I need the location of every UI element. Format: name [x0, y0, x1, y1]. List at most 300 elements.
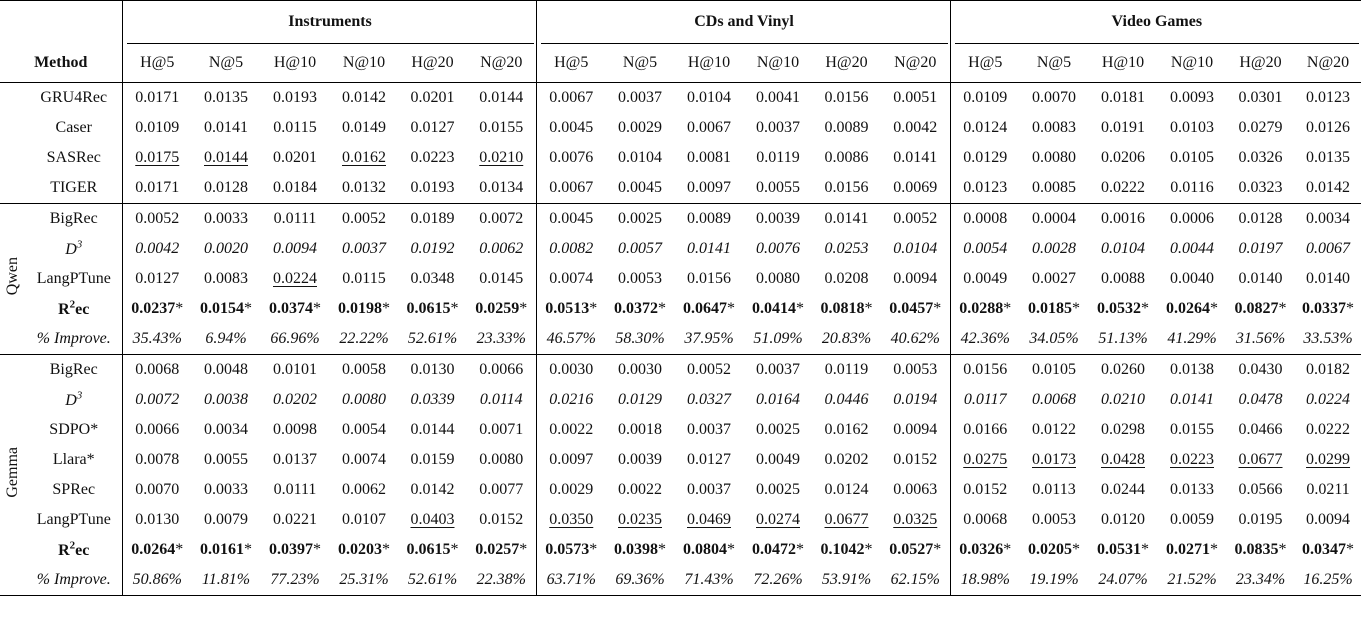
cell-value: 0.0089 — [824, 119, 869, 136]
value-cell — [122, 385, 192, 415]
cell-value: 0.0264 — [131, 541, 176, 558]
cell-value: 0.0446 — [824, 391, 869, 408]
value-cell — [1295, 324, 1361, 355]
cell-value: 0.0155 — [479, 119, 524, 136]
value-cell — [950, 415, 1020, 445]
cell-value: 0.0057 — [618, 240, 662, 257]
cell-value: 0.0062 — [342, 481, 386, 498]
value-cell — [950, 324, 1020, 355]
cell-value: 0.0037 — [618, 89, 662, 106]
cell-value: 0.0067 — [549, 179, 594, 196]
cell-value: 0.0126 — [1306, 119, 1351, 136]
value-cell — [1088, 173, 1158, 204]
value-cell — [260, 415, 330, 445]
value-cell — [1088, 83, 1158, 114]
value-cell — [881, 535, 950, 565]
value-cell — [398, 355, 467, 386]
section-label: Qwen — [4, 257, 21, 296]
method-column-header: Method — [34, 54, 88, 71]
cell-value: 0.0154 — [200, 300, 244, 317]
value-cell — [881, 355, 950, 386]
value-cell — [881, 113, 950, 143]
value-cell — [398, 113, 467, 143]
cell-value: 0.0004 — [1032, 210, 1076, 227]
cell-value: 0.0053 — [618, 270, 662, 287]
group-header-0 — [122, 1, 536, 45]
cell-value: 0.0397 — [269, 541, 313, 558]
significance-star: * — [1141, 541, 1149, 558]
cell-value: 0.0103 — [1170, 119, 1214, 136]
cell-value: 0.0072 — [135, 391, 180, 408]
cell-value: 0.0052 — [687, 361, 731, 378]
significance-star: * — [1072, 541, 1080, 558]
cell-value: 0.0159 — [410, 451, 455, 468]
value-cell — [606, 294, 674, 324]
cell-value: 0.0202 — [824, 451, 869, 468]
cell-value: 0.0271 — [1166, 541, 1210, 558]
value-cell — [398, 83, 467, 114]
value-cell — [260, 204, 330, 235]
value-cell — [122, 204, 192, 235]
value-cell — [606, 113, 674, 143]
value-cell — [812, 475, 881, 505]
value-cell — [1158, 505, 1226, 535]
cell-value: 31.56% — [1235, 330, 1286, 347]
cell-value: 0.0127 — [135, 270, 180, 287]
method-superscript: 3 — [76, 238, 83, 251]
cell-value: 0.0132 — [342, 179, 386, 196]
cell-value: 0.0066 — [479, 361, 524, 378]
cell-value: 0.0466 — [1238, 421, 1283, 438]
value-cell — [122, 294, 192, 324]
table-row — [0, 324, 1361, 355]
cell-value: 0.0141 — [204, 119, 248, 136]
metric-header-row — [0, 44, 1361, 83]
value-cell — [1088, 475, 1158, 505]
significance-star: * — [382, 300, 390, 317]
cell-value: 0.0166 — [963, 421, 1008, 438]
cell-value: 0.0326 — [1238, 149, 1283, 166]
cell-value: 0.0124 — [824, 481, 869, 498]
table-row — [0, 83, 1361, 114]
value-cell — [192, 445, 260, 475]
cell-value: 0.0149 — [342, 119, 386, 136]
value-cell — [330, 565, 398, 596]
cell-value: 52.61% — [407, 330, 458, 347]
cell-value: 0.0194 — [893, 391, 938, 408]
value-cell — [950, 355, 1020, 386]
value-cell — [467, 204, 536, 235]
cell-value: 0.0115 — [273, 119, 317, 136]
value-cell — [881, 415, 950, 445]
significance-star: * — [796, 541, 804, 558]
cell-value: 37.95% — [684, 330, 734, 347]
cell-value: 0.0105 — [1032, 361, 1076, 378]
cell-value: 0.0109 — [135, 119, 180, 136]
cell-value: 0.0184 — [273, 179, 317, 196]
value-cell — [122, 113, 192, 143]
value-cell — [467, 445, 536, 475]
cell-value: 0.0173 — [1032, 451, 1076, 468]
value-cell — [1020, 355, 1088, 386]
cell-value: 0.0156 — [687, 270, 731, 287]
value-cell — [536, 234, 606, 264]
value-cell — [260, 294, 330, 324]
value-cell — [398, 264, 467, 294]
value-cell — [1226, 355, 1295, 386]
cell-value: 0.0055 — [204, 451, 248, 468]
value-cell — [1020, 234, 1088, 264]
method-superscript: 2 — [69, 539, 76, 552]
value-cell — [606, 445, 674, 475]
value-cell — [1158, 113, 1226, 143]
value-cell — [467, 505, 536, 535]
cell-value: 0.0428 — [1101, 451, 1145, 468]
value-cell — [1088, 445, 1158, 475]
value-cell — [812, 415, 881, 445]
metric-header: N@10 — [1170, 54, 1214, 71]
method-name: D — [65, 392, 77, 410]
cell-value: 0.0175 — [135, 149, 180, 166]
value-cell — [1226, 565, 1295, 596]
value-cell — [467, 324, 536, 355]
value-cell — [467, 415, 536, 445]
cell-value: 0.0469 — [687, 511, 731, 528]
value-cell — [1295, 294, 1361, 324]
cell-value: 0.0202 — [273, 391, 317, 408]
cell-value: 42.36% — [960, 330, 1010, 347]
cell-value: 53.91% — [821, 571, 872, 588]
value-cell — [1226, 445, 1295, 475]
value-cell — [812, 173, 881, 204]
cell-value: 0.0326 — [959, 541, 1004, 558]
cell-value: 0.0192 — [410, 240, 455, 257]
metric-header: N@10 — [756, 54, 800, 71]
cell-value: 0.0062 — [479, 240, 524, 257]
value-cell — [192, 264, 260, 294]
value-cell — [950, 385, 1020, 415]
cell-value: 0.0414 — [752, 300, 796, 317]
value-cell — [398, 324, 467, 355]
cell-value: 0.0080 — [756, 270, 800, 287]
cell-value: 0.0069 — [893, 179, 938, 196]
metric-header: H@5 — [122, 44, 192, 83]
cell-value: 18.98% — [960, 571, 1010, 588]
metric-header: N@5 — [622, 54, 658, 71]
value-cell — [744, 535, 812, 565]
value-cell — [122, 324, 192, 355]
value-cell — [1295, 83, 1361, 114]
value-cell — [536, 475, 606, 505]
cell-value: 0.0077 — [479, 481, 524, 498]
cell-value: 0.0041 — [756, 89, 800, 106]
value-cell — [1226, 294, 1295, 324]
cell-value: 0.0478 — [1238, 391, 1283, 408]
value-cell — [1295, 113, 1361, 143]
value-cell — [1158, 535, 1226, 565]
method-cell — [26, 204, 122, 235]
value-cell — [1295, 385, 1361, 415]
group-title: CDs and Vinyl — [694, 13, 794, 30]
method-cell — [26, 505, 122, 535]
value-cell — [398, 294, 467, 324]
method-cell — [26, 143, 122, 173]
cell-value: 0.0161 — [200, 541, 244, 558]
cell-value: 0.0152 — [963, 481, 1008, 498]
value-cell — [536, 505, 606, 535]
value-cell — [467, 113, 536, 143]
value-cell — [536, 113, 606, 143]
cell-value: 46.57% — [546, 330, 596, 347]
cell-value: 0.0022 — [618, 481, 662, 498]
cell-value: 77.23% — [270, 571, 320, 588]
cell-value: 0.0171 — [135, 89, 180, 106]
value-cell — [260, 445, 330, 475]
value-cell — [398, 385, 467, 415]
table-row — [0, 143, 1361, 173]
cell-value: 0.0117 — [963, 391, 1007, 408]
value-cell — [1088, 234, 1158, 264]
value-cell — [674, 264, 744, 294]
cell-value: 0.0152 — [893, 451, 938, 468]
value-cell — [606, 204, 674, 235]
table-row — [0, 385, 1361, 415]
method-name: SDPO* — [49, 421, 99, 438]
value-cell — [606, 565, 674, 596]
cell-value: 0.0042 — [135, 240, 180, 257]
value-cell — [1158, 445, 1226, 475]
significance-star: * — [589, 300, 598, 317]
significance-star: * — [864, 541, 873, 558]
cell-value: 0.0114 — [479, 391, 523, 408]
cell-value: 0.0804 — [683, 541, 727, 558]
cell-value: 33.53% — [1303, 330, 1353, 347]
significance-star: * — [313, 541, 321, 558]
value-cell — [674, 83, 744, 114]
cell-value: 0.0222 — [1306, 421, 1351, 438]
significance-star: * — [244, 300, 252, 317]
value-cell — [1088, 294, 1158, 324]
value-cell — [881, 324, 950, 355]
cell-value: 0.0105 — [1170, 149, 1214, 166]
cell-value: 0.0677 — [824, 511, 869, 528]
value-cell — [812, 264, 881, 294]
cell-value: 0.0288 — [959, 300, 1004, 317]
value-cell — [1226, 113, 1295, 143]
value-cell — [1295, 234, 1361, 264]
cell-value: 0.0049 — [963, 270, 1008, 287]
value-cell — [1158, 264, 1226, 294]
value-cell — [812, 324, 881, 355]
cell-value: 0.0052 — [342, 210, 386, 227]
significance-star: * — [313, 300, 321, 317]
value-cell — [122, 565, 192, 596]
cell-value: 0.0299 — [1306, 451, 1351, 468]
value-cell — [536, 355, 606, 386]
table-row — [0, 204, 1361, 235]
cell-value: 0.0058 — [342, 361, 386, 378]
cell-value: 0.0244 — [1101, 481, 1145, 498]
cell-value: 0.0140 — [1306, 270, 1351, 287]
table-row — [0, 264, 1361, 294]
significance-star: * — [450, 541, 459, 558]
method-superscript: 2 — [69, 298, 76, 311]
value-cell — [398, 505, 467, 535]
significance-star: * — [727, 300, 735, 317]
method-name: SASRec — [46, 149, 101, 166]
cell-value: 0.0372 — [614, 300, 658, 317]
method-cell — [26, 83, 122, 114]
value-cell — [1020, 385, 1088, 415]
value-cell — [1295, 475, 1361, 505]
value-cell — [467, 294, 536, 324]
value-cell — [260, 385, 330, 415]
value-cell — [606, 143, 674, 173]
cell-value: 0.0067 — [687, 119, 731, 136]
method-name: SPRec — [52, 481, 96, 498]
cell-value: 0.0123 — [1306, 89, 1351, 106]
value-cell — [1158, 83, 1226, 114]
method-name: BigRec — [49, 210, 98, 227]
value-cell — [536, 143, 606, 173]
value-cell — [744, 565, 812, 596]
value-cell — [1088, 143, 1158, 173]
cell-value: 0.0223 — [410, 149, 455, 166]
value-cell — [812, 445, 881, 475]
metric-header: H@10 — [687, 54, 731, 71]
cell-value: 0.0144 — [204, 149, 248, 166]
cell-value: 0.0216 — [549, 391, 594, 408]
table-row — [0, 294, 1361, 324]
value-cell — [467, 385, 536, 415]
cell-value: 52.61% — [407, 571, 458, 588]
table-row — [0, 505, 1361, 535]
method-cell — [26, 234, 122, 264]
value-cell — [1020, 204, 1088, 235]
cell-value: 0.0206 — [1101, 149, 1145, 166]
cell-value: 0.0142 — [410, 481, 455, 498]
value-cell — [467, 143, 536, 173]
value-cell — [1020, 565, 1088, 596]
significance-star: * — [450, 300, 459, 317]
group-header-2 — [950, 1, 1361, 45]
cell-value: 0.0156 — [963, 361, 1008, 378]
value-cell — [260, 113, 330, 143]
cell-value: 0.0224 — [1306, 391, 1351, 408]
value-cell — [122, 535, 192, 565]
value-cell — [330, 324, 398, 355]
value-cell — [398, 234, 467, 264]
method-cell — [26, 385, 122, 415]
value-cell — [1020, 445, 1088, 475]
value-cell — [260, 475, 330, 505]
value-cell — [812, 143, 881, 173]
value-cell — [1158, 385, 1226, 415]
cell-value: 0.0070 — [135, 481, 180, 498]
value-cell — [1226, 415, 1295, 445]
value-cell — [950, 505, 1020, 535]
value-cell — [606, 173, 674, 204]
significance-star: * — [519, 541, 528, 558]
cell-value: 0.0403 — [410, 511, 455, 528]
value-cell — [1020, 173, 1088, 204]
cell-value: 0.0085 — [1032, 179, 1076, 196]
method-name: LangPTune — [36, 270, 111, 287]
value-cell — [950, 445, 1020, 475]
value-cell — [1158, 204, 1226, 235]
significance-star: * — [1072, 300, 1080, 317]
value-cell — [1088, 415, 1158, 445]
significance-star: * — [864, 300, 873, 317]
value-cell — [122, 234, 192, 264]
value-cell — [744, 83, 812, 114]
cell-value: 0.0527 — [889, 541, 934, 558]
method-name: R — [58, 301, 70, 319]
value-cell — [606, 234, 674, 264]
value-cell — [744, 324, 812, 355]
value-cell — [1158, 324, 1226, 355]
value-cell — [330, 264, 398, 294]
value-cell — [674, 324, 744, 355]
value-cell — [330, 113, 398, 143]
cell-value: 0.0039 — [756, 210, 800, 227]
cell-value: 0.0210 — [479, 149, 524, 166]
cell-value: 0.0203 — [338, 541, 382, 558]
cell-value: 0.0119 — [824, 361, 869, 378]
cell-value: 0.0164 — [756, 391, 800, 408]
cell-value: 0.0138 — [1170, 361, 1214, 378]
cell-value: 0.0052 — [893, 210, 938, 227]
cell-value: 24.07% — [1098, 571, 1148, 588]
value-cell — [1295, 535, 1361, 565]
cell-value: 0.0111 — [273, 481, 317, 498]
value-cell — [744, 294, 812, 324]
cell-value: 0.0298 — [1101, 421, 1145, 438]
value-cell — [536, 415, 606, 445]
value-cell — [260, 535, 330, 565]
cell-value: 0.0107 — [342, 511, 386, 528]
value-cell — [1158, 173, 1226, 204]
cell-value: 0.0097 — [549, 451, 594, 468]
cell-value: 0.0253 — [824, 240, 869, 257]
cell-value: 0.0677 — [1238, 451, 1283, 468]
value-cell — [330, 294, 398, 324]
value-cell — [674, 143, 744, 173]
cell-value: 0.0006 — [1170, 210, 1214, 227]
cell-value: 51.13% — [1098, 330, 1148, 347]
metric-header: N@20 — [1306, 54, 1350, 71]
value-cell — [606, 475, 674, 505]
method-name: Caser — [55, 119, 92, 136]
cell-value: 0.0566 — [1238, 481, 1283, 498]
value-cell — [536, 324, 606, 355]
table-row — [0, 445, 1361, 475]
value-cell — [1295, 445, 1361, 475]
cell-value: 0.0128 — [1238, 210, 1283, 227]
cell-value: 0.0257 — [475, 541, 520, 558]
value-cell — [674, 385, 744, 415]
cell-value: 0.0615 — [406, 541, 451, 558]
cell-value: 0.0089 — [687, 210, 731, 227]
value-cell — [1158, 415, 1226, 445]
method-cell — [26, 355, 122, 386]
metric-header: H@10 — [1101, 54, 1145, 71]
cell-value: 0.0037 — [687, 481, 731, 498]
value-cell — [606, 355, 674, 386]
cell-value: 0.0211 — [1306, 481, 1350, 498]
cell-value: 0.0193 — [273, 89, 317, 106]
cell-value: 0.0827 — [1234, 300, 1279, 317]
